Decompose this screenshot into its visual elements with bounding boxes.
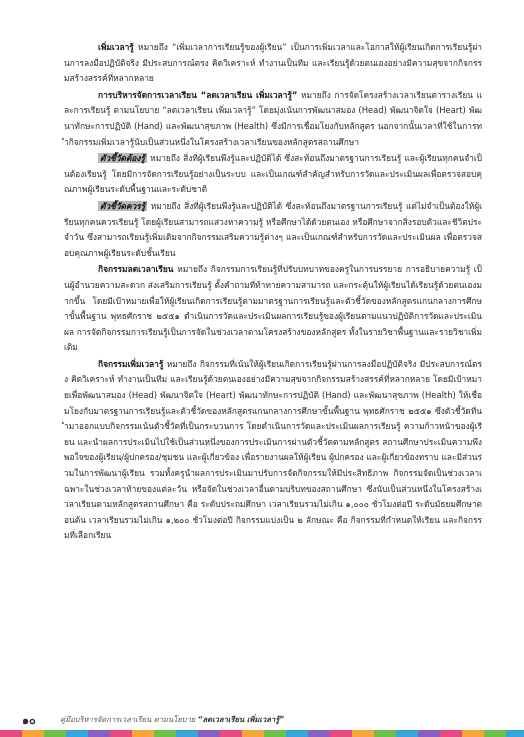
definition-should-know-indicators: หมายถึง สิ่งที่ผู้เรียนพึงรู้และปฏิบัติได้ ซึ่งสะท้อนถึงมาตรฐานการเรียนรู้ แต่ไม่จำเป็นต้องให้ผู้เรียนทุกคนควรเรียนรู้ โดยผู้เรียนสามารถแสวงหาความรู้ หรือศึกษาได้ด้วยตนเอง หรือศึกษาจากสิ่งรอบตัวและชีวิตประจำวัน ซึ่งสามารถเรียนรู้เพิ่มเติมจากกิจกรรมเสริมความรู้ต่างๆ และเป็นเกณฑ์สำหรับการวัดและประเมินผล เพื่อตรวจสอบคุณภาพผู้เรียนระดับชั้นเรียน — [64, 200, 482, 258]
footer-title-emphasis: “ลดเวลาเรียน เพิ่มเวลารู้” — [197, 715, 285, 724]
page-footer — [0, 710, 524, 732]
term-add-learning-time: เพิ่มเวลารู้ — [98, 42, 134, 52]
footer-title-text: คู่มือบริหารจัดการเวลาเรียน ตามนโยบาย — [60, 715, 198, 724]
definition-add-learning-time: หมายถึง “เพิ่มเวลาการเรียนรู้ของผู้เรียน” เป็นการเพิ่มเวลาและโอกาสให้ผู้เรียนเกิดการเรียนรู้ผ่านการลงมือปฏิบัติจริง มีประสบการณ์ตรง คิดวิเคราะห์ ทำงานเป็นทีม และเรียนรู้ด้วยตนเองอย่างมีความสุขจากกิจกรรมสร้างสรรค์ที่หลากหลาย — [64, 42, 482, 84]
paragraph-time-management — [64, 88, 482, 150]
term-add-time-activity: กิจกรรมเพิ่มเวลารู้ — [98, 358, 164, 369]
definition-reduce-time-activity: หมายถึง กิจกรรมการเรียนรู้ที่ปรับบทบาทของครูในการบรรยาย การอธิบายความรู้ เป็นผู้อำนวยความสะดวก ส่งเสริมการเรียนรู้ ตั้งคำถามที่ท้าทายความสามารถ และกระตุ้นให้ผู้เรียนได้เรียนรู้ด้วยตนเองมากขึ้น โดยมีเป้าหมายเพื่อให้ผู้เรียนเกิดการเรียนรู้ตามมาตรฐานการเรียนรู้และตัวชี้วัดของหลักสูตรแกนกลางการศึกษาขั้นพื้นฐาน พุทธศักราช ๒๕๕๑ ดำเนินการวัดและประเมินผลการเรียนรู้ของผู้เรียนตามแนวปฏิบัติการวัดและประเมินผล การจัดกิจกรรมการเรียนรู้เป็นการจัดในช่วงเวลาตามโครงสร้างของหลักสูตร ทั้งในรายวิชาพื้นฐานและรายวิชาเพิ่มเติม — [64, 264, 482, 353]
definition-add-time-activity: หมายถึง กิจกรรมที่เน้นให้ผู้เรียนเกิดการเรียนรู้ผ่านการลงมือปฏิบัติจริง มีประสบการณ์ตรง คิดวิเคราะห์ ทำงานเป็นทีม และเรียนรู้ด้วยตนเองอย่างมีความสุขจากกิจกรรมสร้างสรรค์ที่หลากหลาย โดยมีเป้าหมายเพื่อพัฒนาสมอง (Head) พัฒนาจิตใจ (Heart) พัฒนาทักษะการปฏิบัติ (Hand) และพัฒนาสุขภาพ (Health) ให้เชื่อมโยงกับมาตรฐานการเรียนรู้และตัวชี้วัดของหลักสูตรแกนกลางการศึกษาขั้นพื้นฐาน พุทธศักราช ๒๕๕๑ ซึ่งตัวชี้วัดที่นำมาออกแบบกิจกรรมเน้นตัวชี้วัดที่เป็นกระบวนการ โดยดำเนินการวัดและประเมินผลการเรียนรู้ ความก้าวหน้าของผู้เรียน และนำผลการประเมินไปใช้เป็นส่วนหนึ่งของการประเมินการผ่านตัวชี้วัดตามหลักสูตร สถานศึกษาประเมินความพึงพอใจของผู้เรียน/ผู้ปกครอง/ชุมชน และผู้เกี่ยวข้อง เพื่อรายงานผลให้ผู้เรียน ผู้ปกครอง และผู้เกี่ยวข้องทราบ และมีส่วนร่วมในการพัฒนาผู้เรียน รวมทั้งครูนำผลการประเมินมาปรับการจัดกิจกรรมให้มีประสิทธิภาพ กิจกรรมจัดเป็นช่วงเวลาเฉพาะในช่วงเวลาท้ายของแต่ละวัน หรือจัดในช่วงเวลาอื่นตามบริบทของสถานศึกษา ซึ่งนับเป็นส่วนหนึ่งในโครงสร้างเวลาเรียนตามหลักสูตรสถานศึกษา คือ ระดับประถมศึกษา เวลาเรียนรวมไม่เกิน ๑,๐๐๐ ชั่วโมงต่อปี ระดับมัธยมศึกษาตอนต้น เวลาเรียนรวมไม่เกิน ๑,๒๐๐ ชั่วโมงต่อปี กิจกรรมแบ่งเป็น ๒ ลักษณะ คือ กิจกรรมที่กำหนดให้เรียน และกิจกรรมที่เลือกเรียน — [64, 358, 482, 541]
footer-title — [60, 714, 284, 726]
definition-time-management: หมายถึง การจัดโครงสร้างเวลาเรียนตารางเรียน และการเรียนรู้ ตามนโยบาย “ลดเวลาเรียน เพิ่มเวลารู้” โดยมุ่งเน้นการพัฒนาสมอง (Head) พัฒนาจิตใจ (Heart) พัฒนาทักษะการปฏิบัติ (Hand) และพัฒนาสุขภาพ (Health) ซึ่งมีการเชื่อมโยงกับหลักสูตร นอกจากนั้นเวลาที่ใช้ในการทำกิจกรรมเพิ่มเวลารู้นับเป็นส่วนหนึ่งในโครงสร้างเวลาเรียนของหลักสูตรสถานศึกษา — [64, 89, 482, 147]
document-body — [64, 40, 482, 544]
paragraph-must-know-indicators — [64, 151, 482, 198]
term-reduce-time-activity: กิจกรรมลดเวลาเรียน — [98, 264, 174, 275]
paragraph-add-learning-time — [64, 40, 482, 87]
term-must-know-indicators: ตัวชี้วัดต้องรู้ — [100, 153, 146, 164]
paragraph-should-know-indicators — [64, 199, 482, 261]
term-should-know-indicators: ตัวชี้วัดควรรู้ — [100, 200, 146, 211]
paragraph-reduce-time-activity — [64, 262, 482, 356]
term-time-management: การบริหารจัดการเวลาเรียน “ลดเวลาเรียน เพิ่มเวลารู้” — [98, 89, 298, 100]
definition-must-know-indicators: หมายถึง สิ่งที่ผู้เรียนพึงรู้และปฏิบัติได้ ซึ่งสะท้อนถึงมาตรฐานการเรียนรู้ และผู้เรียนทุกคนจำเป็นต้องเรียนรู้ โดยมีการจัดการเรียนรู้อย่างเป็นระบบ และเป็นเกณฑ์สำคัญสำหรับการวัดและประเมินผลเพื่อตรวจสอบคุณภาพผู้เรียนระดับพื้นฐานและระดับชาติ — [64, 153, 482, 195]
paragraph-add-time-activity — [64, 357, 482, 544]
page-number: ๑๐ — [22, 714, 36, 727]
footer-color-stripe — [0, 730, 524, 737]
